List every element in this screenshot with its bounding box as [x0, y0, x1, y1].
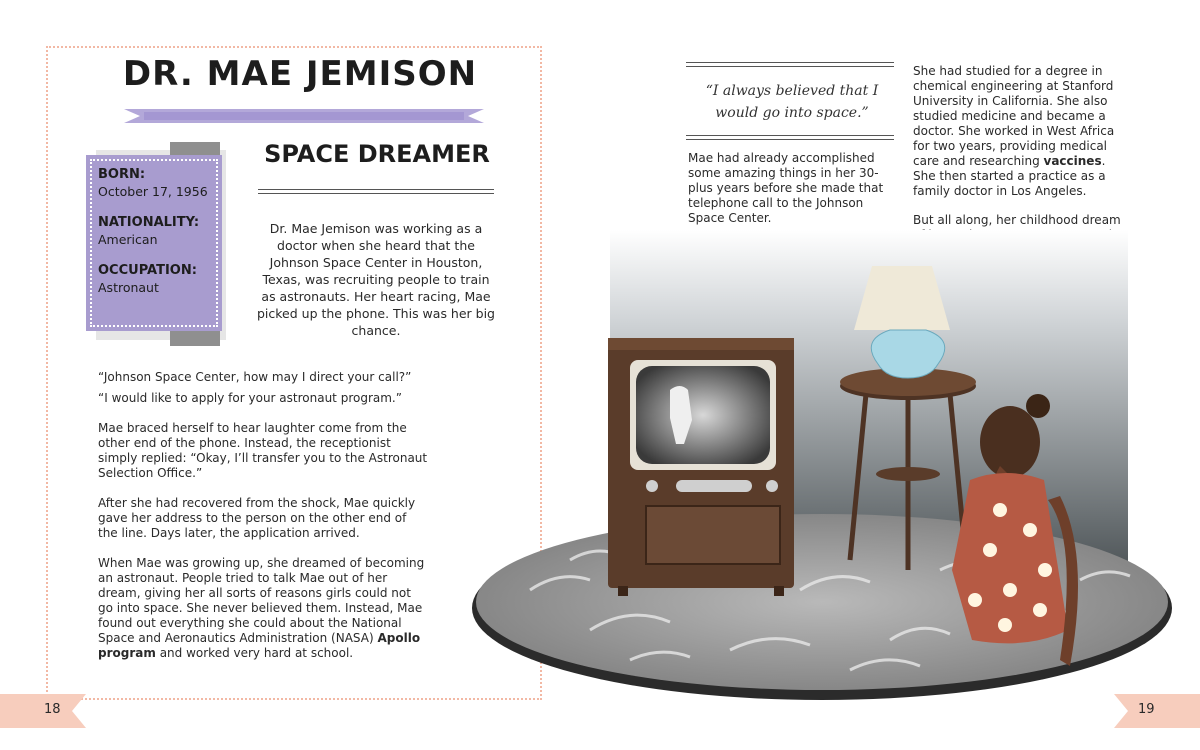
pull-quote: “I always believed that I would go into space.” [705, 83, 879, 121]
glossary-term: Apollo program [98, 631, 421, 660]
glossary-term: vaccines [1043, 154, 1102, 168]
nationality-label: NATIONALITY: [98, 215, 200, 230]
occupation-label: OCCUPATION: [98, 263, 197, 278]
body-paragraph: After she had recovered from the shock, Mae quickly gave her address to the person on the other end of the line. Days later, the application arrived. [98, 496, 416, 540]
body-text: and worked very hard at school. [155, 646, 354, 660]
body-paragraph [98, 556, 428, 661]
body-text: She had studied for a degree in chemical engineering at Stanford University in California. She also studied medicine and became a doctor. She worked in West Africa for two years, providing medical care and researching [913, 64, 1115, 168]
heading-rule-top [258, 189, 494, 190]
page-number-right: 19 [1138, 702, 1155, 717]
quote-rule-bottom-2 [686, 139, 894, 140]
quote-rule-top-2 [686, 66, 894, 67]
body-paragraph: Mae braced herself to hear laughter come from the other end of the phone. Instead, the receptionist simply replied: “Okay, I’ll transfer you to the Astronaut Selection Office.” [98, 421, 428, 480]
dialogue-line: “Johnson Space Center, how may I direct your call?” [98, 370, 412, 384]
quote-rule-bottom-1 [686, 135, 894, 136]
heading-rule-bottom [258, 193, 494, 194]
occupation-value: Astronaut [98, 280, 159, 295]
quote-rule-top-1 [686, 62, 894, 63]
nationality-value: American [98, 232, 158, 247]
intro-paragraph: Dr. Mae Jemison was working as a doctor when she heard that the Johnson Space Center in Houston, Texas, was recruiting people to train as astronauts. Her heart racing, Mae picked up the phone. This was her big chance. [256, 221, 495, 338]
body-paragraph [913, 64, 1128, 199]
page-number-left: 18 [44, 702, 61, 717]
section-heading: SPACE DREAMER [264, 140, 490, 168]
body-text: When Mae was growing up, she dreamed of becoming an astronaut. People tried to talk Mae out of her dream, giving her all sorts of reasons girls could not go into space. She never believed them. Instead, Mae found out everything she could about the National Space and Aeronautics Administration (NASA) [98, 556, 425, 645]
right-column-text: Mae had already accomplished some amazing things in her 30-plus years before she made that telephone call to the Johnson Space Center. [688, 151, 884, 225]
body-text: . She then started a practice as a family doctor in Los Angeles. [913, 154, 1106, 198]
page-title: DR. MAE JEMISON [122, 54, 478, 94]
born-label: BORN: [98, 167, 146, 182]
fact-box [86, 155, 222, 331]
dialogue-line: “I would like to apply for your astronaut program.” [98, 391, 402, 405]
tv-screen [636, 366, 770, 464]
body-paragraph: But all along, her childhood dream [913, 213, 1121, 227]
illustration-girl-watching-tv [470, 230, 1190, 700]
left-body-text [98, 370, 428, 676]
title-ribbon [124, 106, 484, 126]
born-value: October 17, 1956 [98, 184, 208, 199]
